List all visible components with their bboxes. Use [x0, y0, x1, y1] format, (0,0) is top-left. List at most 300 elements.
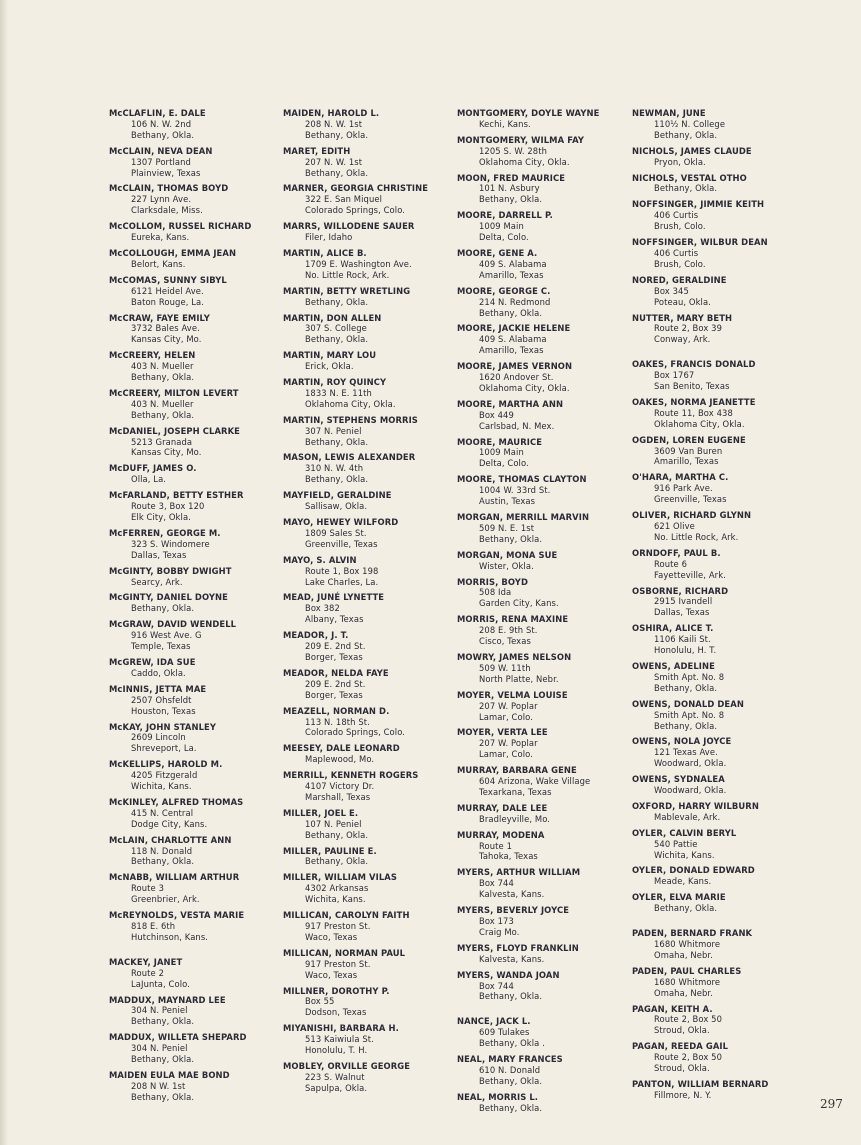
entry-address-line: Austin, Texas — [479, 496, 536, 507]
entry-name: MURRAY, BARBARA GENE — [457, 765, 577, 776]
entry-address-line: Route 3, Box 120 — [131, 501, 205, 512]
entry-name: MACKEY, JANET — [109, 956, 183, 967]
entry-name: PAGAN, REEDA GAIL — [632, 1041, 729, 1052]
entry-address-line: Conway, Ark. — [654, 334, 711, 345]
entry-name: MURRAY, MODENA — [457, 829, 545, 840]
entry-address-line: Borger, Texas — [305, 651, 363, 662]
entry-address-line: Wichita, Kans. — [131, 781, 192, 792]
entry-address-line: 2915 Ivandell — [654, 596, 713, 607]
entry-address-line: 207 W. Poplar — [479, 700, 538, 711]
directory-entry — [632, 313, 807, 346]
entry-address-line: 406 Curtis — [654, 247, 699, 258]
entry-address-line: Bethany, Okla. — [654, 903, 718, 914]
entry-address-line: Bradleyville, Mo. — [479, 813, 551, 824]
entry-address-line: 409 S. Alabama — [479, 258, 547, 269]
directory-entry — [283, 808, 451, 841]
directory-entry — [283, 910, 451, 943]
entry-name: OSBORNE, RICHARD — [632, 585, 729, 596]
directory-column-1 — [109, 108, 277, 1108]
directory-entry — [632, 736, 807, 769]
entry-name: MILLICAN, NORMAN PAUL — [283, 947, 406, 958]
entry-name: OWENS, SYDNALEA — [632, 774, 725, 785]
entry-address-line: 208 N. W. 1st — [305, 118, 363, 129]
entry-name: MOORE, GENE A. — [457, 247, 538, 258]
directory-entry — [457, 803, 625, 825]
entry-address-line: 1809 Sales St. — [305, 527, 367, 538]
entry-name: McGINTY, DANIEL DOYNE — [109, 592, 228, 603]
entry-name: MARNER, GEORGIA CHRISTINE — [283, 183, 429, 194]
entry-address-line: Maplewood, Mo. — [305, 754, 375, 765]
entry-address-line: Craig Mo. — [479, 926, 520, 937]
entry-name: MOORE, MARTHA ANN — [457, 398, 564, 409]
entry-address-line: Marshall, Texas — [305, 791, 371, 802]
entry-name: MOBLEY, ORVILLE GEORGE — [283, 1060, 411, 1071]
directory-entry — [457, 690, 625, 723]
entry-name: McCOLLOUGH, EMMA JEAN — [109, 247, 237, 258]
entry-name: OAKES, NORMA JEANETTE — [632, 396, 756, 407]
entry-address-line: Bethany, Okla. — [654, 129, 718, 140]
entry-name: OXFORD, HARRY WILBURN — [632, 800, 759, 811]
entry-address-line: Erick, Okla. — [305, 361, 354, 372]
entry-address-line: Honolulu, H. T. — [654, 645, 717, 656]
entry-address-line: 101 N. Asbury — [479, 183, 540, 194]
entry-address-line: Kalvesta, Kans. — [479, 953, 545, 964]
directory-entry — [283, 770, 451, 803]
entry-name: MARTIN, STEPHENS MORRIS — [283, 414, 418, 425]
directory-entry — [283, 377, 451, 410]
entry-address-line: 307 S. College — [305, 323, 367, 334]
directory-entry — [109, 248, 277, 270]
entry-address-line: Box 345 — [654, 285, 689, 296]
entry-name: OSHIRA, ALICE T. — [632, 623, 714, 634]
page-number: 297 — [820, 1097, 843, 1111]
directory-entry — [632, 397, 807, 430]
directory-entry — [283, 743, 451, 765]
entry-address-line: Bethany, Okla. — [131, 603, 195, 614]
entry-name: McREYNOLDS, VESTA MARIE — [109, 910, 245, 921]
directory-entry — [457, 652, 625, 685]
entry-address-line: 208 E. 9th St. — [479, 625, 538, 636]
entry-address-line: Route 1, Box 198 — [305, 565, 379, 576]
entry-address-line: 409 S. Alabama — [479, 334, 547, 345]
entry-name: MONTGOMERY, DOYLE WAYNE — [457, 108, 600, 118]
entry-address-line: Smith Apt. No. 8 — [654, 671, 725, 682]
entry-address-line: Route 6 — [654, 558, 688, 569]
directory-entry — [283, 415, 451, 448]
entry-address-line: 403 N. Mueller — [131, 398, 194, 409]
entry-address-line: 2609 Lincoln — [131, 732, 186, 743]
entry-name: MOORE, MAURICE — [457, 436, 543, 447]
entry-address-line: Tahoka, Texas — [479, 851, 538, 862]
directory-entry — [283, 146, 451, 179]
section-gap — [109, 948, 277, 957]
entry-address-line: Stroud, Okla. — [654, 1063, 710, 1074]
entry-name: MOORE, JAMES VERNON — [457, 361, 573, 372]
entry-address-line: 508 Ida — [479, 587, 512, 598]
entry-name: MERRILL, KENNETH ROGERS — [283, 770, 419, 781]
entry-name: MIYANISHI, BARBARA H. — [283, 1023, 399, 1034]
entry-name: McINNIS, JETTA MAE — [109, 683, 207, 694]
entry-address-line: Box 744 — [479, 980, 514, 991]
entry-address-line: Garden City, Kans. — [479, 598, 559, 609]
entry-address-line: Clarksdale, Miss. — [131, 205, 203, 216]
entry-name: ORNDOFF, PAUL B. — [632, 547, 721, 558]
entry-address-line: 4205 Fitzgerald — [131, 770, 198, 781]
entry-address-line: 323 S. Windomere — [131, 538, 210, 549]
entry-address-line: 118 N. Donald — [131, 845, 193, 856]
entry-address-line: Woodward, Okla. — [654, 758, 727, 769]
entry-address-line: Sallisaw, Okla. — [305, 501, 368, 512]
entry-name: OWENS, DONALD DEAN — [632, 698, 744, 709]
directory-entry — [457, 135, 625, 168]
directory-entry — [632, 1041, 807, 1074]
directory-entry — [457, 474, 625, 507]
entry-address-line: Belort, Kans. — [131, 258, 186, 269]
entry-name: McCREERY, MILTON LEVERT — [109, 387, 239, 398]
entry-name: MOORE, JACKIE HELENE — [457, 323, 571, 334]
entry-address-line: 917 Preston St. — [305, 958, 371, 969]
entry-address-line: Woodward, Okla. — [654, 785, 727, 796]
entry-name: MAIDEN EULA MAE BOND — [109, 1069, 230, 1080]
entry-address-line: 322 E. San Miquel — [305, 194, 383, 205]
directory-entry — [283, 183, 451, 216]
entry-name: NANCE, JACK L. — [457, 1016, 531, 1027]
entry-name: MILLICAN, CAROLYN FAITH — [283, 910, 410, 921]
entry-address-line: Bethany, Okla. — [479, 307, 543, 318]
entry-name: MORRIS, RENA MAXINE — [457, 614, 569, 625]
directory-entry — [632, 510, 807, 543]
entry-address-line: Colorado Springs, Colo. — [305, 205, 406, 216]
directory-entry — [109, 313, 277, 346]
entry-address-line: Waco, Texas — [305, 969, 358, 980]
directory-entry — [632, 108, 807, 141]
directory-entry — [109, 797, 277, 830]
entry-name: OYLER, ELVA MARIE — [632, 892, 726, 903]
entry-address-line: Cisco, Texas — [479, 636, 531, 647]
entry-name: MADDUX, WILLETA SHEPARD — [109, 1032, 247, 1043]
directory-entry — [632, 1004, 807, 1037]
entry-address-line: Box 382 — [305, 603, 340, 614]
entry-address-line: Bethany, Okla. — [305, 334, 369, 345]
directory-entry — [283, 630, 451, 663]
entry-address-line: Greenville, Texas — [654, 494, 727, 505]
entry-address-line: 818 E. 6th — [131, 921, 176, 931]
entry-address-line: Dallas, Texas — [654, 607, 710, 618]
entry-address-line: Route 3 — [131, 883, 165, 894]
entry-address-line: Bethany, Okla. — [305, 856, 369, 867]
entry-name: MARET, EDITH — [283, 145, 351, 156]
entry-name: McKINLEY, ALFRED THOMAS — [109, 796, 244, 807]
directory-entry — [632, 699, 807, 732]
entry-name: MEADOR, NELDA FAYE — [283, 667, 389, 678]
directory-entry — [457, 361, 625, 394]
directory-entry — [632, 661, 807, 694]
entry-address-line: Oklahoma City, Okla. — [479, 382, 570, 393]
entry-address-line: 5213 Granada — [131, 436, 193, 447]
entry-name: McFARLAND, BETTY ESTHER — [109, 490, 244, 501]
entry-name: MARTIN, DON ALLEN — [283, 312, 382, 323]
directory-entry — [109, 957, 277, 990]
directory-entry — [283, 490, 451, 512]
entry-name: MARTIN, ROY QUINCY — [283, 377, 387, 388]
entry-name: MOON, FRED MAURICE — [457, 172, 566, 183]
directory-entry — [109, 657, 277, 679]
entry-address-line: 917 Preston St. — [305, 921, 371, 931]
entry-address-line: Bethany, Okla. — [305, 129, 369, 140]
entry-name: OWENS, NOLA JOYCE — [632, 736, 732, 747]
entry-address-line: Bethany, Okla. — [654, 682, 718, 693]
entry-address-line: Baton Rouge, La. — [131, 296, 204, 307]
directory-entry — [283, 350, 451, 372]
entry-name: McCOLLOM, RUSSEL RICHARD — [109, 221, 252, 232]
entry-address-line: Bethany, Okla. — [131, 372, 195, 383]
entry-address-line: Smith Apt. No. 8 — [654, 709, 725, 720]
directory-entry — [109, 722, 277, 755]
entry-name: MAYFIELD, GERALDINE — [283, 490, 392, 501]
directory-entry — [457, 830, 625, 863]
entry-address-line: Caddo, Okla. — [131, 667, 186, 678]
entry-address-line: LaJunta, Colo. — [131, 978, 190, 989]
entry-address-line: Bethany, Okla. — [479, 194, 543, 205]
entry-address-line: Box 55 — [305, 996, 335, 1007]
entry-address-line: 1680 Whitmore — [654, 939, 721, 949]
directory-entry — [632, 1079, 807, 1101]
entry-name: NUTTER, MARY BETH — [632, 312, 733, 323]
directory-column-3 — [457, 108, 625, 1119]
entry-address-line: 113 N. 18th St. — [305, 716, 370, 727]
directory-entry — [283, 706, 451, 739]
entry-address-line: Elk City, Okla. — [131, 512, 191, 522]
entry-address-line: 110½ N. College — [654, 118, 726, 129]
directory-entry — [283, 592, 451, 625]
directory-entry — [457, 1092, 625, 1114]
directory-entry — [109, 872, 277, 905]
directory-entry — [632, 586, 807, 619]
entry-address-line: 1620 Andover St. — [479, 372, 554, 383]
directory-entry — [109, 759, 277, 792]
entry-name: MYERS, WANDA JOAN — [457, 969, 560, 980]
directory-entry — [283, 221, 451, 243]
entry-name: McCOMAS, SUNNY SIBYL — [109, 274, 227, 285]
entry-address-line: Kalvesta, Kans. — [479, 889, 545, 900]
entry-address-line: Kechi, Kans. — [479, 118, 531, 129]
entry-address-line: Brush, Colo. — [654, 258, 706, 269]
directory-entry — [632, 146, 807, 168]
entry-name: McGREW, IDA SUE — [109, 656, 196, 667]
entry-address-line: 604 Arizona, Wake Village — [479, 776, 591, 787]
directory-entry — [109, 221, 277, 243]
entry-address-line: Dodson, Texas — [305, 1007, 367, 1018]
entry-address-line: Lamar, Colo. — [479, 749, 533, 760]
entry-name: MORRIS, BOYD — [457, 576, 529, 587]
entry-address-line: 2507 Ohsfeldt — [131, 694, 192, 705]
entry-address-line: Hutchinson, Kans. — [131, 931, 209, 942]
entry-name: McCLAIN, NEVA DEAN — [109, 145, 213, 156]
entry-address-line: Bethany, Okla. — [305, 167, 369, 178]
entry-address-line: 1307 Portland — [131, 156, 191, 167]
directory-entry — [109, 183, 277, 216]
entry-name: MARRS, WILLODENE SAUER — [283, 221, 415, 232]
entry-name: PAGAN, KEITH A. — [632, 1003, 713, 1014]
directory-entry — [109, 490, 277, 523]
entry-name: MORGAN, MONA SUE — [457, 549, 558, 560]
entry-address-line: Greenbrier, Ark. — [131, 894, 200, 905]
entry-address-line: No. Little Rock, Ark. — [305, 269, 390, 280]
directory-entry — [632, 173, 807, 195]
entry-address-line: 121 Texas Ave. — [654, 747, 718, 758]
entry-address-line: Houston, Texas — [131, 705, 196, 716]
directory-entry — [283, 286, 451, 308]
directory-entry — [632, 865, 807, 887]
entry-address-line: Box 744 — [479, 878, 514, 889]
entry-name: MOYER, VERTA LEE — [457, 727, 548, 738]
directory-column-2 — [283, 108, 451, 1099]
entry-address-line: Texarkana, Texas — [479, 786, 552, 797]
entry-address-line: 4107 Victory Dr. — [305, 781, 375, 792]
entry-address-line: Honolulu, T. H. — [305, 1045, 368, 1056]
directory-entry — [457, 173, 625, 206]
directory-entry — [457, 323, 625, 356]
entry-address-line: 509 N. E. 1st — [479, 522, 535, 533]
directory-entry — [283, 846, 451, 868]
directory-entry — [457, 108, 625, 130]
entry-address-line: Colorado Springs, Colo. — [305, 727, 406, 738]
entry-name: OGDEN, LOREN EUGENE — [632, 434, 746, 445]
directory-column-4 — [632, 108, 807, 1106]
directory-entry — [283, 517, 451, 550]
entry-address-line: 1106 Kaili St. — [654, 634, 711, 645]
entry-address-line: Bethany, Okla. — [131, 856, 195, 867]
entry-name: OLIVER, RICHARD GLYNN — [632, 510, 752, 521]
entry-name: OYLER, DONALD EDWARD — [632, 865, 755, 876]
directory-entry — [109, 350, 277, 383]
entry-name: McGINTY, BOBBY DWIGHT — [109, 565, 232, 576]
entry-name: OYLER, CALVIN BERYL — [632, 827, 737, 838]
entry-address-line: 207 W. Poplar — [479, 738, 538, 749]
entry-address-line: Borger, Texas — [305, 689, 363, 700]
entry-address-line: Route 2 — [131, 967, 165, 978]
entry-address-line: Route 1 — [479, 840, 513, 851]
directory-entry — [283, 555, 451, 588]
entry-name: MEAD, JUNÉ LYNETTE — [283, 592, 385, 603]
directory-entry — [632, 548, 807, 581]
entry-address-line: Kansas City, Mo. — [131, 447, 202, 458]
directory-entry — [283, 668, 451, 701]
directory-entry — [457, 512, 625, 545]
entry-name: McCRAW, FAYE EMILY — [109, 312, 210, 323]
entry-address-line: Searcy, Ark. — [131, 576, 183, 587]
entry-address-line: 513 Kaiwiula St. — [305, 1034, 374, 1045]
entry-name: MASON, LEWIS ALEXANDER — [283, 452, 416, 463]
directory-entry — [457, 970, 625, 1003]
entry-address-line: Brush, Colo. — [654, 221, 706, 232]
entry-address-line: Filer, Idaho — [305, 232, 353, 243]
entry-address-line: Amarillo, Texas — [479, 345, 544, 356]
directory-entry — [109, 388, 277, 421]
entry-address-line: Bethany, Okla. — [131, 129, 195, 140]
entry-address-line: 214 N. Redmond — [479, 296, 551, 307]
entry-name: MAIDEN, HAROLD L. — [283, 108, 380, 118]
entry-name: MILLER, WILLIAM VILAS — [283, 872, 397, 883]
entry-address-line: Oklahoma City, Okla. — [305, 398, 396, 409]
directory-entry — [457, 286, 625, 319]
entry-address-line: Bethany, Okla. — [131, 1016, 195, 1027]
entry-address-line: Mablevale, Ark. — [654, 811, 721, 822]
entry-name: McKAY, JOHN STANLEY — [109, 721, 217, 732]
entry-name: PADEN, BERNARD FRANK — [632, 928, 753, 939]
entry-address-line: 209 E. 2nd St. — [305, 641, 366, 652]
entry-name: MADDUX, MAYNARD LEE — [109, 994, 226, 1005]
entry-address-line: 916 Park Ave. — [654, 483, 713, 494]
directory-entry — [632, 966, 807, 999]
entry-address-line: Oklahoma City, Okla. — [654, 418, 745, 429]
entry-address-line: 304 N. Peniel — [131, 1005, 188, 1016]
entry-address-line: 207 N. W. 1st — [305, 156, 363, 167]
directory-entry — [109, 684, 277, 717]
directory-entry — [632, 623, 807, 656]
entry-name: NEAL, MARY FRANCES — [457, 1054, 563, 1065]
directory-entry — [632, 359, 807, 392]
entry-name: MARTIN, ALICE B. — [283, 247, 367, 258]
entry-name: McLAIN, CHARLOTTE ANN — [109, 834, 232, 845]
directory-entry — [283, 872, 451, 905]
directory-entry — [457, 210, 625, 243]
entry-name: MOYER, VELMA LOUISE — [457, 689, 568, 700]
entry-name: MILLER, JOEL E. — [283, 807, 359, 818]
entry-name: MONTGOMERY, WILMA FAY — [457, 134, 585, 145]
entry-name: O'HARA, MARTHA C. — [632, 472, 729, 483]
entry-address-line: Fayetteville, Ark. — [654, 569, 726, 580]
entry-address-line: 304 N. Peniel — [131, 1043, 188, 1054]
entry-address-line: Poteau, Okla. — [654, 296, 711, 307]
entry-address-line: 509 W. 11th — [479, 662, 531, 673]
entry-name: NEWMAN, JUNE — [632, 108, 706, 118]
directory-entry — [632, 892, 807, 914]
entry-address-line: Temple, Texas — [131, 641, 191, 652]
directory-entry — [109, 146, 277, 179]
entry-address-line: Wichita, Kans. — [305, 894, 366, 905]
entry-address-line: Bethany, Okla. — [479, 533, 543, 544]
directory-entry — [632, 435, 807, 468]
directory-entry — [457, 765, 625, 798]
entry-name: MYERS, ARTHUR WILLIAM — [457, 867, 581, 878]
directory-entry — [109, 619, 277, 652]
entry-address-line: Bethany, Okla. — [305, 474, 369, 485]
entry-address-line: 1004 W. 33rd St. — [479, 485, 551, 496]
entry-address-line: Bethany, Okla. — [305, 829, 369, 840]
entry-address-line: Bethany, Okla. — [654, 720, 718, 731]
directory-entry — [109, 1032, 277, 1065]
directory-entry — [109, 528, 277, 561]
directory-entry — [632, 275, 807, 308]
entry-address-line: 107 N. Peniel — [305, 818, 362, 829]
directory-entry — [632, 472, 807, 505]
directory-entry — [457, 550, 625, 572]
directory-entry — [632, 774, 807, 796]
entry-name: MOORE, THOMAS CLAYTON — [457, 474, 587, 485]
entry-name: MYERS, FLOYD FRANKLIN — [457, 942, 579, 953]
entry-address-line: 1709 E. Washington Ave. — [305, 258, 412, 269]
directory-entry — [457, 1054, 625, 1087]
directory-entry — [457, 437, 625, 470]
entry-name: MEADOR, J. T. — [283, 630, 349, 641]
directory-entry — [283, 248, 451, 281]
entry-address-line: Box 449 — [479, 409, 514, 420]
entry-address-line: Meade, Kans. — [654, 876, 712, 887]
entry-address-line: Box 1767 — [654, 370, 695, 381]
entry-name: MILLNER, DOROTHY P. — [283, 985, 390, 996]
entry-address-line: Amarillo, Texas — [479, 269, 544, 280]
